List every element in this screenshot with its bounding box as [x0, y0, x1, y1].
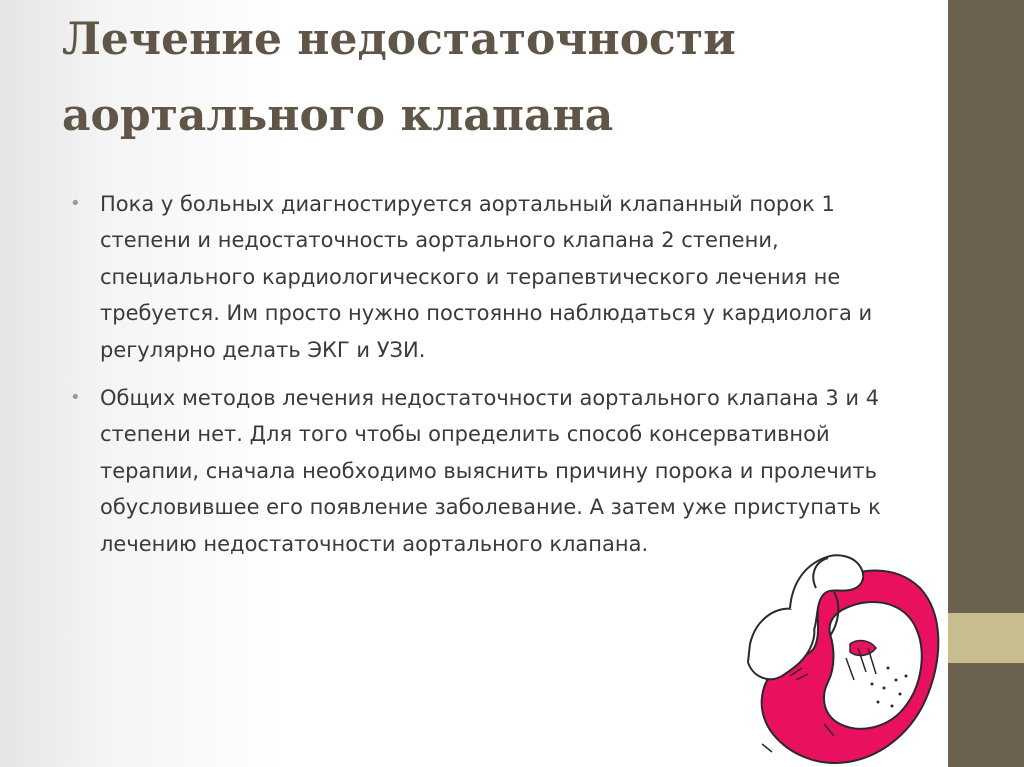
title-line-1: Лечение недостаточности [62, 14, 736, 65]
bullet-list [70, 186, 890, 574]
heart-icon [738, 548, 950, 767]
bullet-marker: • [70, 387, 81, 409]
bullet-text: Пока у больных диагностируется аортальный клапанный порок 1 степени и недостаточность аортального клапана 2 степени, специального кардиологического и терапевтического лечения не требуется. Им просто нужно постоянно наблюдаться у кардиолога и регулярно делать ЭКГ и УЗИ. [100, 192, 873, 362]
side-band-dark-top [948, 0, 1024, 613]
slide-title [62, 2, 932, 154]
bullet-text: Общих методов лечения недостаточности аортального клапана 3 и 4 степени нет. Для того чтобы определить способ консервативной терапии, сначала необходимо выяснить причину порока и пролечить обусловившее его появление заболевание. А затем уже приступать к лечению недостаточности аортального клапана. [100, 386, 881, 556]
bullet-item [70, 186, 890, 368]
title-line-2: аортального клапана [62, 90, 614, 141]
side-band-light [948, 613, 1024, 663]
bullet-item [70, 380, 890, 562]
side-band-dark-bottom [948, 663, 1024, 767]
bullet-marker: • [70, 193, 81, 214]
